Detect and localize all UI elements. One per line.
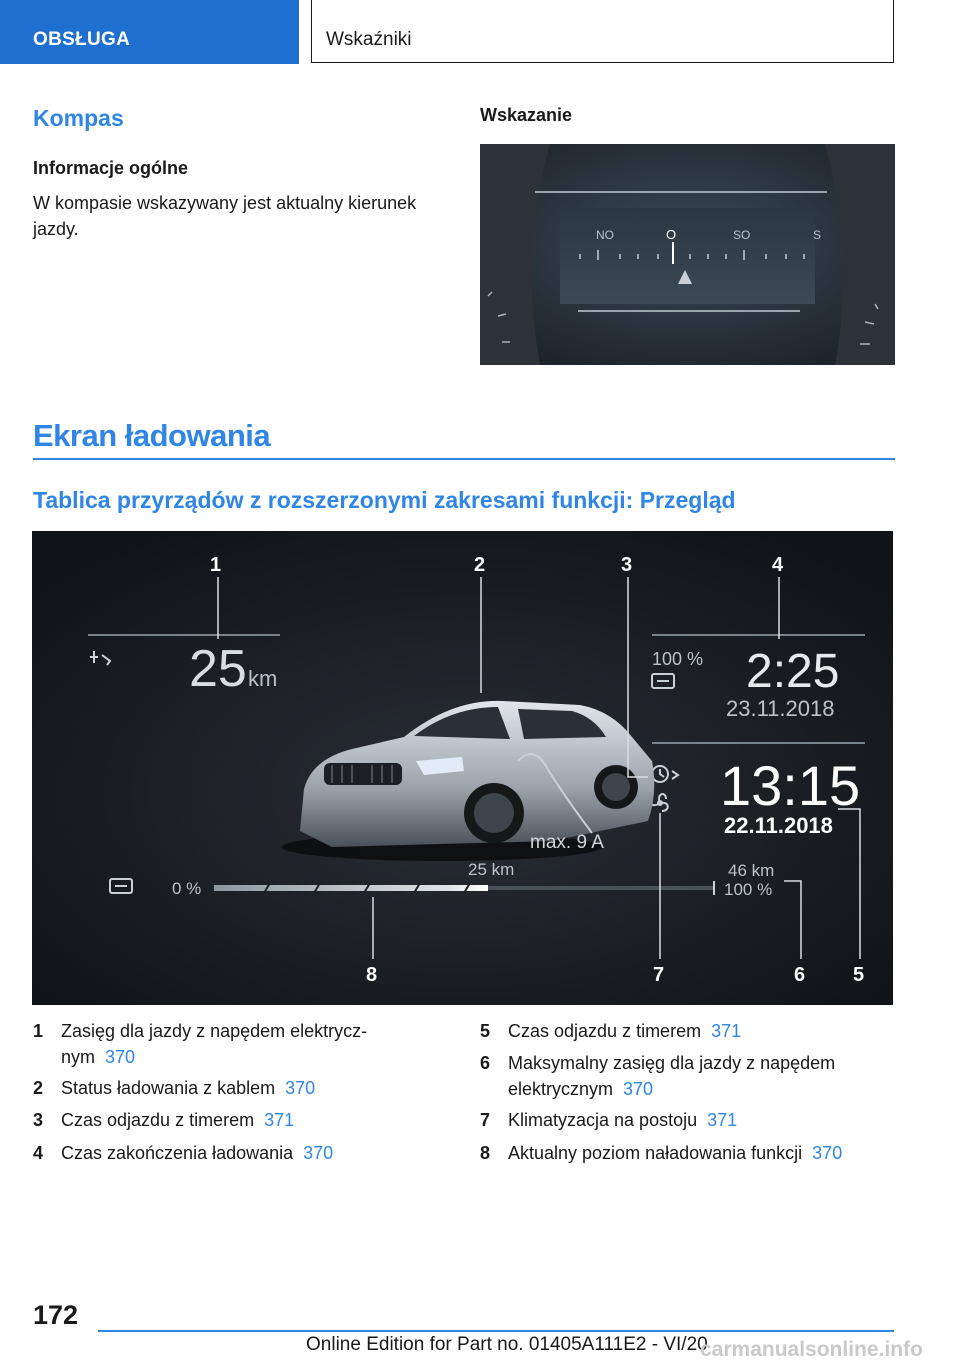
callout-7: 7 (653, 964, 665, 986)
max-range-label: 46 km (728, 861, 775, 880)
page-number: 172 (33, 1300, 79, 1330)
range-value: 25 (189, 640, 247, 698)
page-reference-link[interactable]: 371 (264, 1110, 295, 1130)
footer-divider (98, 1330, 894, 1332)
caption-text: Czas odjazdu z timerem (61, 1110, 255, 1130)
caption-number: 1 (33, 1021, 44, 1041)
kompas-text-line2: jazdy. (33, 219, 79, 239)
edition-text: Online Edition for Part no. 01405A111E2 - VI/20 (306, 1334, 708, 1355)
bar-current-label: 25 km (468, 860, 515, 879)
page-reference-link[interactable]: 370 (105, 1047, 136, 1067)
caption-number: 5 (480, 1021, 491, 1041)
header-section-tab (0, 0, 299, 64)
section-divider (33, 458, 895, 460)
caption-number: 6 (480, 1053, 491, 1073)
range-unit: km (248, 666, 278, 691)
caption-text: Czas zakończenia ładowania (61, 1143, 294, 1163)
compass-label-so: SO (733, 228, 751, 242)
caption-text: Aktualny poziom naładowania funkcji (508, 1143, 803, 1163)
caption-text: Zasięg dla jazdy z napędem elektrycz- (61, 1021, 368, 1041)
callout-4: 4 (772, 554, 784, 576)
callout-8: 8 (366, 964, 378, 986)
caption-number: 8 (480, 1143, 491, 1163)
ekran-heading: Ekran ładowania (33, 418, 271, 453)
caption-text-cont: elektrycznym (508, 1079, 614, 1099)
compass-label-o: O (666, 227, 677, 242)
header-chapter-tab (311, 0, 894, 63)
departure-time: 13:15 (720, 754, 861, 817)
tablica-heading: Tablica przyrządów z rozszerzonymi zakresami funkcji: Przegląd (33, 487, 736, 513)
max-current: max. 9 A (530, 832, 604, 853)
caption-item (33, 1107, 453, 1133)
wskazanie-heading: Wskazanie (480, 105, 573, 125)
caption-item (480, 1140, 895, 1166)
callout-5: 5 (853, 964, 865, 986)
kompas-text-line1: W kompasie wskazywany jest aktualny kierunek (33, 193, 417, 213)
caption-item (480, 1050, 895, 1102)
caption-text: Klimatyzacja na postoju (508, 1110, 698, 1130)
caption-number: 7 (480, 1110, 491, 1130)
watermark: carmanualsonline.info (700, 1338, 923, 1361)
compass-label-no: NO (596, 228, 614, 242)
callout-1: 1 (210, 554, 222, 576)
caption-text-cont: nym (61, 1047, 96, 1067)
battery-percent: 100 % (652, 649, 704, 669)
page-reference-link[interactable]: 370 (285, 1078, 316, 1098)
caption-number: 4 (33, 1143, 44, 1163)
kompas-subheading: Informacje ogólne (33, 158, 189, 178)
header-section-label: OBSŁUGA (33, 29, 131, 50)
charge-bar-fill (214, 885, 488, 891)
kompas-heading: Kompas (33, 105, 124, 131)
bar-start-label: 0 % (172, 879, 202, 898)
caption-number: 3 (33, 1110, 44, 1130)
compass-display-image (480, 144, 895, 365)
charge-end-time: 2:25 (746, 645, 840, 698)
caption-item (480, 1107, 895, 1133)
callout-3: 3 (621, 554, 633, 576)
callout-6: 6 (794, 964, 806, 986)
callout-2: 2 (474, 554, 486, 576)
charging-cluster-image (32, 531, 893, 1005)
caption-text: Status ładowania z kablem (61, 1078, 276, 1098)
header-chapter-label: Wskaźniki (326, 29, 412, 50)
charge-end-date: 23.11.2018 (726, 696, 835, 721)
caption-item (33, 1075, 453, 1101)
caption-text: Maksymalny zasięg dla jazdy z napędem (508, 1053, 836, 1073)
compass-label-s: S (813, 228, 822, 242)
page-reference-link[interactable]: 370 (303, 1143, 334, 1163)
caption-item (480, 1018, 895, 1044)
max-percent-label: 100 % (724, 880, 773, 899)
page-reference-link[interactable]: 370 (623, 1079, 654, 1099)
page-reference-link[interactable]: 370 (812, 1143, 843, 1163)
caption-item (33, 1140, 453, 1166)
page-reference-link[interactable]: 371 (711, 1021, 742, 1041)
caption-item (33, 1018, 453, 1070)
caption-number: 2 (33, 1078, 44, 1098)
page-reference-link[interactable]: 371 (707, 1110, 738, 1130)
departure-date: 22.11.2018 (724, 813, 833, 838)
caption-text: Czas odjazdu z timerem (508, 1021, 702, 1041)
